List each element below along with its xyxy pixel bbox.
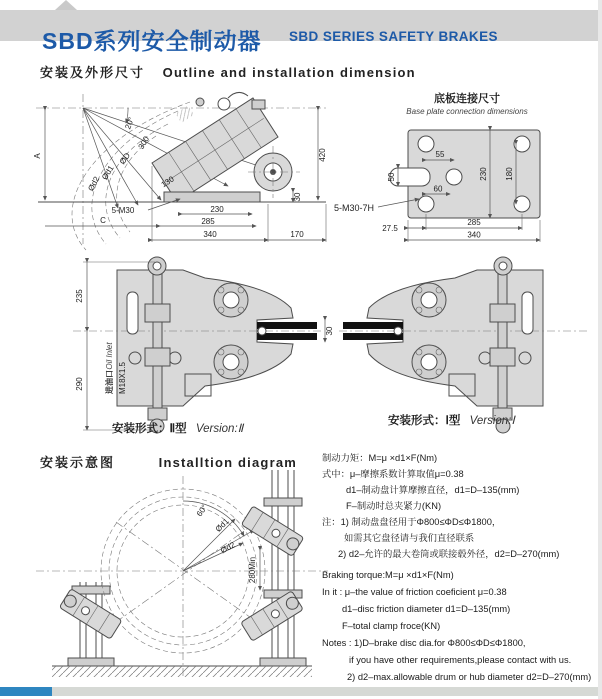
section-install-zh: 安装示意图 (40, 455, 116, 470)
notes-zh (322, 450, 598, 562)
dim-bolt-5m30: 5-M30 (111, 206, 135, 215)
ground-hatch (52, 666, 312, 677)
note-line: F–制动时总夹紧力(KN) (346, 501, 442, 511)
section-install-en: Installtion diagram (158, 455, 298, 470)
dim-angle60: 60° (194, 503, 210, 519)
dim-180: 180 (505, 167, 514, 181)
dim-130: 130 (159, 174, 176, 190)
dim-285: 285 (201, 217, 215, 226)
dim-300: 300 (136, 134, 152, 151)
note-line: d1–制动盘计算摩擦直径，d1=D–135(mm) (346, 485, 520, 495)
footer-blue-bar (0, 687, 52, 696)
note-line: 2) d2–允许的最大卷筒或联接毂外径，d2=D–270(mm) (338, 549, 560, 559)
dim-230: 230 (210, 205, 224, 214)
version2-caption-zh: 安装形式：Ⅱ型 (112, 423, 187, 435)
note-line: In it : μ–the value of friction coeficient μ=0.38 (322, 587, 507, 597)
version2-drawing (55, 256, 335, 446)
base-plate-title-en: Base plate connection dimensions (406, 107, 528, 116)
dim-230b: 230 (479, 167, 488, 181)
brake-unit-lower-left (59, 589, 122, 639)
footer-gray-bar (52, 687, 602, 696)
section-install-heading (40, 452, 297, 471)
dim-dia-d1: Ød1 (100, 163, 116, 182)
base-plate-drawing (332, 86, 602, 254)
dim-170: 170 (290, 230, 304, 239)
version1-caption-en: Version:Ⅰ (469, 415, 515, 427)
dim-angle20: 20° (123, 115, 136, 131)
page-title-en: SBD SERIES SAFETY BRAKES (289, 29, 498, 44)
page-right-edge (598, 0, 602, 699)
page-tab-triangle (55, 0, 77, 10)
dim-290: 290 (75, 377, 84, 391)
dim-280min: 280Min (248, 556, 257, 584)
section-outline-en: Outline and installation dimension (162, 65, 416, 80)
oil-inlet-zh: 进油口 (105, 370, 114, 394)
dim-340: 340 (203, 230, 217, 239)
dim-60: 60 (433, 184, 443, 194)
dim-install-d1: Ød1 (213, 516, 231, 534)
dim-30: 30 (293, 192, 302, 202)
installation-diagram (28, 470, 320, 688)
page-title-zh: SBD系列安全制动器 (42, 28, 262, 54)
dim-55: 55 (435, 150, 445, 159)
dim-c: C (100, 216, 106, 225)
dim-30-disc: 30 (325, 326, 334, 336)
dim-420: 420 (318, 148, 327, 162)
oil-inlet-en: Oil Inlet (105, 342, 114, 370)
note-line: d1–disc friction diameter d1=D–135(mm) (342, 604, 511, 614)
version1-caption (388, 412, 515, 428)
note-line: 制动力矩：M=μ ×d1×F(Nm) (322, 453, 438, 463)
notes-en (322, 567, 598, 686)
brake-base (38, 192, 326, 202)
dim-27-5: 27.5 (382, 224, 398, 233)
section-outline-zh: 安装及外形尺寸 (40, 65, 146, 80)
note-line: 式中：μ–摩擦系数计算取值μ=0.38 (322, 469, 464, 479)
version2-caption (112, 420, 243, 436)
dim-install-d2: Ød2 (219, 540, 237, 556)
dim-dia-d2: Ød2 (86, 175, 102, 193)
note-line: F–total clamp froce(KN) (342, 621, 441, 631)
dim-a: A (33, 153, 42, 159)
dim-340b: 340 (467, 230, 481, 240)
side-view-drawing (28, 86, 332, 254)
base-plate-shape (390, 130, 540, 218)
note-line: if you have other requirements,please contact with us. (349, 655, 572, 665)
note-line: 如需其它盘径请与我们直径联系 (344, 533, 475, 543)
brake-wheel (248, 146, 300, 198)
header-bar (0, 10, 602, 54)
version2-caption-en: Version:Ⅱ (195, 423, 244, 435)
oil-thread: M18X1.5 (118, 361, 127, 395)
note-line: 2) d2–max.allowable drum or hub diameter d2=D–270(mm) (347, 672, 592, 682)
notes-block (322, 450, 598, 686)
version1-caption-zh: 安装形式：Ⅰ型 (388, 415, 461, 427)
dim-dia-d: ØD (117, 151, 133, 167)
note-line: 注：1) 制动盘盘径用于Φ800≤ΦD≤Φ1800， (322, 517, 502, 527)
dim-bolt-5m307h: 5-M30-7H (334, 203, 375, 213)
section-outline-heading (40, 62, 416, 81)
note-line: Braking torque:M=μ ×d1×F(Nm) (322, 570, 454, 580)
dim-235: 235 (75, 289, 84, 303)
dim-50: 50 (387, 172, 396, 182)
dim-285b: 285 (467, 218, 481, 227)
version1-mirror-group (337, 257, 587, 433)
note-line: Notes : 1)D–brake disc dia.for Φ800≤ΦD≤Φ1800, (322, 638, 526, 648)
base-plate-title-zh: 底板连接尺寸 (434, 93, 500, 105)
